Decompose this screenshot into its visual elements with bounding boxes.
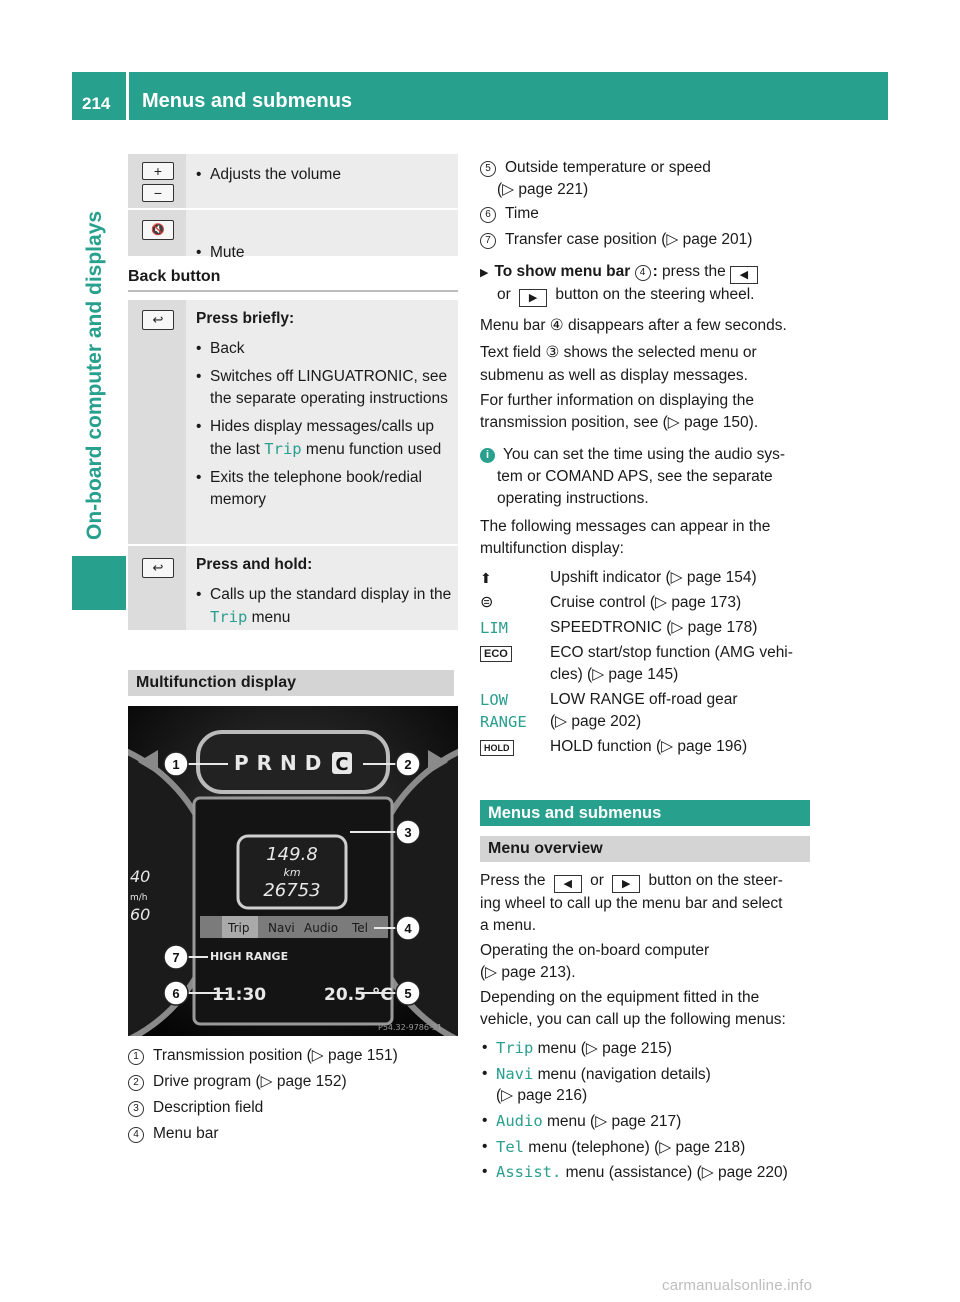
trip-code: Trip — [264, 440, 302, 458]
paragraph: transmission position, see (▷ page 150). — [480, 414, 759, 431]
menus-heading: Menus and submenus — [480, 800, 810, 826]
menu-code-tel: Tel — [496, 1138, 524, 1156]
message-desc: cles) (▷ page 145) — [550, 666, 679, 683]
callout-3: 3 — [404, 825, 412, 840]
paragraph: Depending on the equipment fitted in the — [480, 989, 760, 1006]
left-arrow-key-icon: ◀ — [730, 266, 758, 284]
callout-4: 4 — [404, 921, 412, 936]
page-number: 214 — [82, 94, 111, 113]
paragraph: multifunction display: — [480, 540, 624, 557]
list-item: • Calls up the standard display in the Trip menu — [196, 584, 454, 629]
step-marker-icon: ▶ — [480, 267, 489, 279]
gear-indicator: PRND — [234, 751, 330, 775]
volume-row-text: • Adjusts the volume — [196, 164, 468, 186]
gauge-scale-60: 60 — [130, 905, 151, 924]
callout-2: 2 — [404, 757, 412, 772]
message-desc: LOW RANGE off-road gear — [550, 691, 738, 708]
list-item: 4 Menu bar — [128, 1123, 218, 1145]
list-item: • Back — [196, 338, 454, 360]
list-item: 2 Drive program (▷ page 152) — [128, 1071, 347, 1093]
right-arrow-key-icon: ▶ — [612, 875, 640, 893]
message-desc: HOLD function (▷ page 196) — [550, 738, 748, 755]
list-item: • Hides display messages/calls up the last Trip menu function used — [196, 416, 454, 461]
gauge-scale-40: 40 — [130, 867, 151, 886]
list-item: • Navi menu (navigation details) — [482, 1063, 814, 1086]
low-range-symbol: RANGE — [480, 713, 527, 731]
menu-bar-item-audio: Audio — [304, 921, 339, 935]
menu-code-trip: Trip — [496, 1039, 534, 1057]
back-button-table — [128, 300, 458, 630]
list-item: • Switches off LINGUATRONIC, see the separate operating instructions — [196, 366, 454, 410]
cruise-control-icon: ⊜ — [480, 594, 494, 611]
multifunction-display-image — [128, 706, 458, 1036]
info-note-cont: operating instructions. — [497, 490, 649, 507]
back-button-heading: Back button — [128, 268, 221, 285]
message-desc: Upshift indicator (▷ page 154) — [550, 569, 757, 586]
menu-bar-item-tel: Tel — [352, 921, 369, 935]
volume-minus-icon: − — [142, 184, 174, 202]
side-tab-marker — [72, 556, 126, 610]
press-and-hold-title: Press and hold: — [196, 556, 313, 573]
paragraph: Text field ③ shows the selected menu or — [480, 344, 757, 361]
back-arrow-icon: ↩ — [142, 310, 174, 330]
menu-code-navi: Navi — [496, 1065, 534, 1083]
mute-icon: 🔇 — [142, 220, 174, 240]
display-unit: km — [283, 866, 301, 879]
list-item: • Exits the telephone book/redial memory — [196, 467, 454, 511]
volume-plus-icon: + — [142, 162, 174, 180]
paragraph: Press the ◀ or ▶ button on the steer- — [480, 870, 812, 893]
paragraph: (▷ page 213). — [480, 964, 576, 981]
legend-text: (▷ page 221) — [497, 181, 589, 198]
hold-icon: HOLD — [480, 740, 514, 756]
menu-code-assist: Assist. — [496, 1163, 562, 1181]
trip-code: Trip — [210, 608, 248, 626]
section-rule — [128, 290, 458, 292]
header-divider — [126, 72, 129, 120]
callout-6: 6 — [172, 986, 180, 1001]
paragraph: For further information on displaying the — [480, 392, 754, 409]
lim-symbol: LIM — [480, 619, 508, 637]
list-item: • Trip menu (▷ page 215) — [482, 1037, 814, 1060]
display-value-bottom: 26753 — [263, 880, 321, 901]
paragraph: The following messages can appear in the — [480, 518, 771, 535]
page-title: Menus and submenus — [142, 90, 353, 112]
list-item: • Tel menu (telephone) (▷ page 218) — [482, 1136, 814, 1159]
list-item: 1 Transmission position (▷ page 151) — [128, 1045, 398, 1067]
message-desc: (▷ page 202) — [550, 713, 642, 730]
eco-icon-cell — [480, 642, 542, 664]
volume-table — [128, 154, 458, 261]
hold-icon-cell — [480, 736, 542, 758]
paragraph: ing wheel to call up the menu bar and select — [480, 895, 783, 912]
mute-row-text: • Mute — [196, 242, 468, 264]
callout-1: 1 — [172, 757, 180, 772]
back-arrow-icon: ↩ — [142, 558, 174, 578]
paragraph: submenu as well as display messages. — [480, 367, 748, 384]
list-item: 7 Transfer case position (▷ page 201) — [480, 229, 812, 251]
info-icon: i — [480, 448, 495, 463]
menu-code-audio: Audio — [496, 1112, 543, 1130]
menu-bar-item-trip: Trip — [228, 921, 250, 935]
menu-overview-heading: Menu overview — [480, 836, 810, 862]
gauge-unit: m/h — [130, 893, 148, 903]
watermark: carmanualsonline.info — [662, 1277, 813, 1294]
callout-5: 5 — [404, 986, 412, 1001]
info-note-cont: tem or COMAND APS, see the separate — [497, 468, 773, 485]
list-item: 6 Time — [480, 203, 812, 225]
list-item: 5 Outside temperature or speed — [480, 157, 812, 179]
upshift-icon: ⬆ — [480, 570, 492, 586]
multifunction-heading: Multifunction display — [128, 670, 454, 696]
gear-mode: C — [335, 754, 349, 775]
side-tab-label: On-board computer and displays — [83, 210, 106, 540]
message-desc: Cruise control (▷ page 173) — [550, 594, 742, 611]
instruction-step: ▶ To show menu bar 4 : press the ◀ — [480, 261, 812, 284]
list-item: • Audio menu (▷ page 217) — [482, 1110, 814, 1133]
instruction-step-cont: or ▶ button on the steering wheel. — [497, 284, 829, 307]
menu-bar-item-navi: Navi — [268, 921, 295, 935]
paragraph: a menu. — [480, 917, 537, 934]
dashboard-illustration — [128, 706, 458, 1036]
page-header — [72, 72, 888, 120]
list-item: 3 Description field — [128, 1097, 263, 1119]
message-desc: SPEEDTRONIC (▷ page 178) — [550, 619, 758, 636]
list-item-cont: (▷ page 216) — [496, 1087, 588, 1104]
display-value-top: 149.8 — [266, 844, 318, 865]
paragraph: Operating the on-board computer — [480, 942, 710, 959]
left-arrow-key-icon: ◀ — [554, 875, 582, 893]
display-time: 11:30 — [212, 985, 267, 1005]
list-item: • Assist. menu (assistance) (▷ page 220) — [482, 1161, 814, 1184]
eco-icon: ECO — [480, 646, 512, 662]
message-desc: ECO start/stop function (AMG vehi- — [550, 644, 793, 661]
callout-7: 7 — [172, 950, 180, 965]
low-range-symbol: LOW — [480, 691, 508, 709]
display-temp: 20.5 °C — [324, 985, 393, 1005]
press-briefly-title: Press briefly: — [196, 310, 295, 327]
info-note: i You can set the time using the audio sys- — [480, 444, 812, 466]
paragraph: vehicle, you can call up the following menus: — [480, 1011, 786, 1028]
paragraph: Menu bar ④ disappears after a few seconds. — [480, 317, 787, 334]
high-range-label: HIGH RANGE — [210, 950, 289, 963]
right-arrow-key-icon: ▶ — [519, 289, 547, 307]
image-reference: P54.32-9786-31 — [378, 1023, 443, 1032]
